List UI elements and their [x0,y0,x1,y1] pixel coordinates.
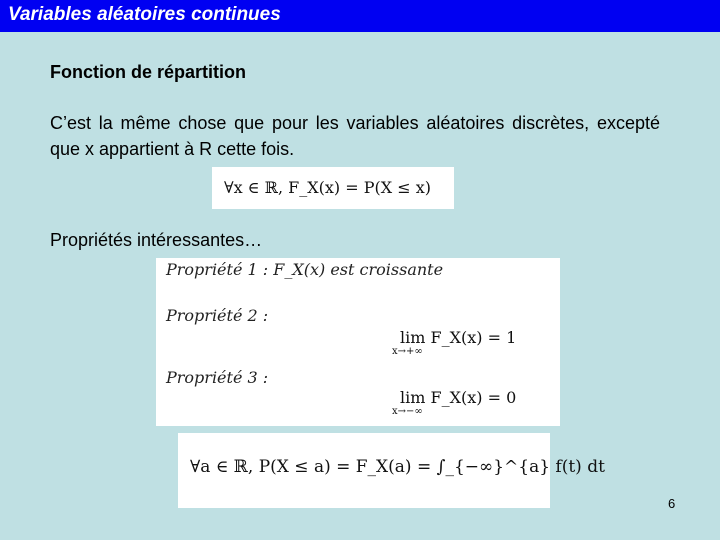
property-1: Propriété 1 : F_X(x) est croissante [166,260,444,279]
cdf-formula-box [212,167,454,209]
property-3-limit: lim F_X(x) = 0 [400,388,517,407]
definition-paragraph: C’est la même chose que pour les variables aléatoires discrètes, excepté que x appartient à R cette fois. [50,113,660,159]
property-2-limit: lim F_X(x) = 1 [400,328,517,347]
title-bar [0,0,720,32]
properties-box [156,258,560,426]
cdf-formula: ∀x ∈ ℝ, F_X(x) = P(X ≤ x) [224,178,431,197]
page-number: 6 [668,496,676,511]
property-3-limit-sub: x→−∞ [392,406,423,417]
property-3-label: Propriété 3 : [166,368,269,387]
property-2-limit-sub: x→+∞ [392,346,423,357]
properties-title: Propriétés intéressantes… [50,230,263,250]
property-2-label: Propriété 2 : [166,306,269,325]
integral-formula: ∀a ∈ ℝ, P(X ≤ a) = F_X(a) = ∫_{−∞}^{a} f(t) dt [190,457,605,477]
integral-formula-box [178,433,605,508]
section-title: Fonction de répartition [50,62,246,82]
slide-title: Variables aléatoires continues [8,4,281,25]
